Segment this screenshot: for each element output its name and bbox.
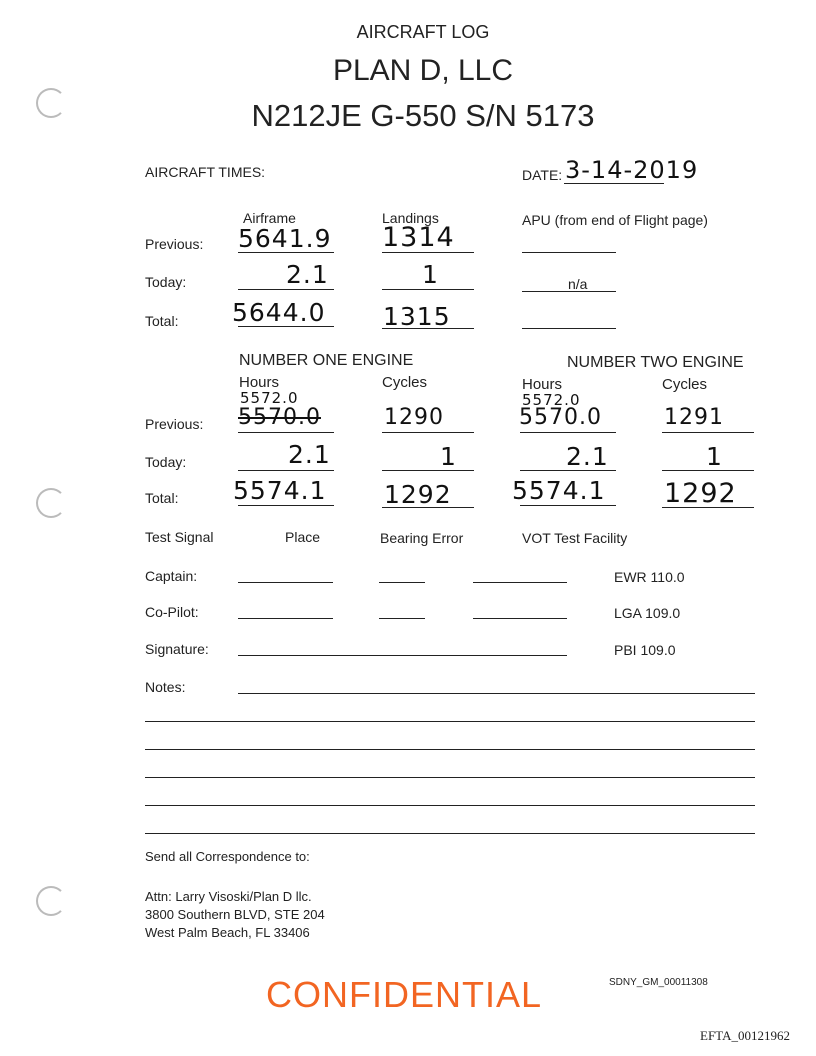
engine-one-hours-today: 2.1 [288, 440, 331, 469]
correspondence-address1: 3800 Southern BLVD, STE 204 [145, 907, 325, 922]
correspondence-attn: Attn: Larry Visoski/Plan D llc. [145, 889, 312, 904]
header-company: PLAN D, LLC [332, 54, 514, 87]
binder-hole-bottom [36, 886, 66, 916]
airframe-total: 5644.0 [232, 298, 326, 327]
bates-number: SDNY_GM_00011308 [609, 977, 708, 988]
col-bearing-error: Bearing Error [380, 530, 464, 546]
apu-previous-line [522, 252, 616, 253]
engine-one-hours-previous: 5570.0 [238, 405, 321, 430]
binder-hole-middle [36, 488, 66, 518]
row-label: Total: [145, 313, 179, 329]
correspondence-heading: Send all Correspondence to: [145, 849, 310, 864]
vot-facility-ewr: EWR 110.0 [614, 569, 685, 585]
col-test-signal: Test Signal [145, 529, 214, 545]
aircraft-times-label: AIRCRAFT TIMES: [145, 164, 266, 180]
engine-one-hours-previous-line [238, 432, 334, 433]
vot-facility-lga: LGA 109.0 [614, 605, 681, 621]
date-label: DATE: [522, 167, 563, 183]
engine-two-hours-correction: 5572.0 [522, 391, 581, 409]
efta-number: EFTA_00121962 [700, 1028, 790, 1043]
col-airframe: Airframe [243, 210, 296, 226]
date-value: 3-14-2019 [565, 156, 699, 184]
captain-label: Captain: [145, 568, 198, 584]
landings-previous-line [382, 252, 474, 253]
airframe-today: 2.1 [286, 260, 329, 289]
landings-today: 1 [422, 260, 439, 289]
signature-line [238, 655, 567, 656]
confidential-stamp: CONFIDENTIAL [266, 974, 543, 1015]
notes-line [238, 693, 755, 694]
engine-two-hours-today: 2.1 [566, 442, 609, 471]
landings-today-line [382, 289, 474, 290]
col-apu: APU (from end of Flight page) [522, 212, 708, 228]
engine-one-cycles-total: 1292 [384, 480, 452, 509]
notes-line [145, 833, 755, 834]
header-aircraft: N212JE G-550 S/N 5173 [251, 98, 595, 133]
engine-two-hours-total: 5574.1 [512, 476, 606, 505]
notes-line [145, 721, 755, 722]
engine-two-hours-previous-line [520, 432, 616, 433]
header-subtitle: AIRCRAFT LOG [356, 22, 490, 42]
engine-two-cycles-today: 1 [706, 442, 723, 471]
landings-previous: 1314 [382, 222, 455, 253]
engine-one-hours-total: 5574.1 [233, 476, 327, 505]
airframe-total-line [238, 326, 334, 327]
row-label: Previous: [145, 416, 204, 432]
col-place: Place [285, 529, 321, 545]
captain-bearing-line [379, 582, 425, 583]
engine-two-title: NUMBER TWO ENGINE [567, 354, 744, 371]
engine-one-cycles-today-line [382, 470, 474, 471]
engine-one-hours-total-line [238, 505, 334, 506]
row-label: Today: [145, 454, 187, 470]
copilot-bearing-line [379, 618, 425, 619]
date-line [564, 183, 664, 184]
engine-two-cycles-today-line [662, 470, 754, 471]
row-label: Previous: [145, 236, 204, 252]
notes-label: Notes: [145, 679, 186, 695]
apu-total-line [522, 328, 616, 329]
engine-one-cycles-total-line [382, 507, 474, 508]
engine-one-title: NUMBER ONE ENGINE [239, 352, 414, 369]
row-label: Today: [145, 274, 187, 290]
engine-two-hours-label: Hours [522, 376, 563, 393]
captain-place-line [238, 582, 333, 583]
engine-two-cycles-previous-line [662, 432, 754, 433]
copilot-vot-line [473, 618, 567, 619]
col-landings: Landings [382, 210, 439, 226]
engine-two-cycles-total: 1292 [664, 478, 737, 509]
engine-one-cycles-today: 1 [440, 442, 457, 471]
engine-one-cycles-previous: 1290 [384, 405, 444, 430]
airframe-previous: 5641.9 [238, 224, 332, 253]
captain-vot-line [473, 582, 567, 583]
engine-two-cycles-label: Cycles [662, 376, 708, 393]
engine-two-cycles-total-line [662, 507, 754, 508]
apu-today: n/a [568, 276, 588, 292]
airframe-previous-line [238, 252, 334, 253]
notes-line [145, 805, 755, 806]
apu-today-line [522, 291, 616, 292]
engine-one-cycles-label: Cycles [382, 374, 428, 391]
correspondence-address2: West Palm Beach, FL 33406 [145, 925, 310, 940]
copilot-place-line [238, 618, 333, 619]
airframe-today-line [238, 289, 334, 290]
copilot-label: Co-Pilot: [145, 604, 199, 620]
landings-total-line [382, 328, 474, 329]
col-vot-facility: VOT Test Facility [522, 530, 628, 546]
signature-label: Signature: [145, 641, 209, 657]
notes-line [145, 749, 755, 750]
engine-one-cycles-previous-line [382, 432, 474, 433]
engine-two-hours-today-line [520, 470, 616, 471]
engine-two-hours-total-line [520, 505, 616, 506]
engine-one-hours-label: Hours [239, 374, 280, 391]
row-label: Total: [145, 490, 179, 506]
engine-two-cycles-previous: 1291 [664, 405, 724, 430]
landings-total: 1315 [383, 302, 451, 331]
engine-one-hours-today-line [238, 470, 334, 471]
engine-two-hours-previous: 5570.0 [519, 405, 602, 430]
notes-line [145, 777, 755, 778]
engine-one-hours-correction: 5572.0 [240, 389, 299, 407]
vot-facility-pbi: PBI 109.0 [614, 642, 676, 658]
